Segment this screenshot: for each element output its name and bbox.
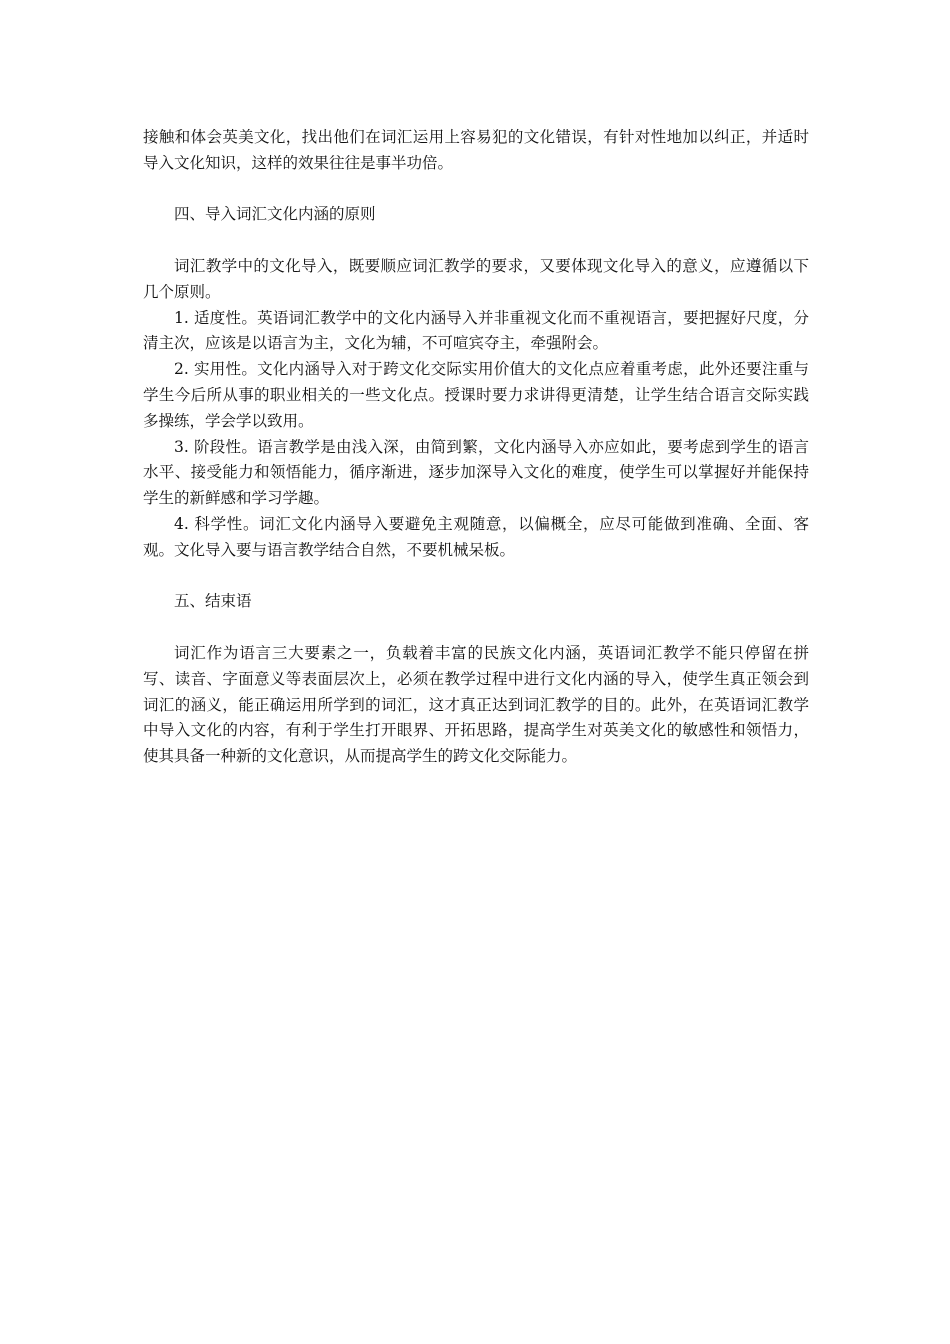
section-heading-conclusion: 五、结束语 [174,592,252,611]
principle-item: 4. 科学性。词汇文化内涵导入要避免主观随意，以偏概全，应尽可能做到准确、全面、客观。文化导入要与语言教学结合自然，不要机械呆板。 [143,514,809,559]
principle-item: 3. 阶段性。语言教学是由浅入深，由简到繁，文化内涵导入亦应如此，要考虑到学生的语言水平、接受能力和领悟能力，循序渐进，逐步加深导入文化的难度，使学生可以掌握好并能保持学生的新鲜感和学习学趣。 [143,437,809,508]
principle-item: 1. 适度性。英语词汇教学中的文化内涵导入并非重视文化而不重视语言，要把握好尺度，分清主次，应该是以语言为主，文化为辅，不可喧宾夺主，牵强附会。 [143,308,809,353]
document-body [143,125,809,770]
section-heading-principles: 四、导入词汇文化内涵的原则 [174,205,376,224]
conclusion-paragraph: 词汇作为语言三大要素之一，负载着丰富的民族文化内涵，英语词汇教学不能只停留在拼写、读音、字面意义等表面层次上，必须在教学过程中进行文化内涵的导入，使学生真正领会到词汇的涵义，能正确运用所学到的词汇，这才真正达到词汇教学的目的。此外，在英语词汇教学中导入文化的内容，有利于学生打开眼界、开拓思路，提高学生对英美文化的敏感性和领悟力，使其具备一种新的文化意识，从而提高学生的跨文化交际能力。 [143,643,809,766]
principles-intro-paragraph: 词汇教学中的文化导入，既要顺应词汇教学的要求，又要体现文化导入的意义，应遵循以下几个原则。 [143,256,809,301]
principle-item: 2. 实用性。文化内涵导入对于跨文化交际实用价值大的文化点应着重考虑，此外还要注重与学生今后所从事的职业相关的一些文化点。授课时要力求讲得更清楚，让学生结合语言交际实践多操练，学会学以致用。 [143,360,809,430]
continuation-paragraph: 接触和体会英美文化，找出他们在词汇运用上容易犯的文化错误，有针对性地加以纠正，并适时导入文化知识，这样的效果往往是事半功倍。 [143,128,809,172]
